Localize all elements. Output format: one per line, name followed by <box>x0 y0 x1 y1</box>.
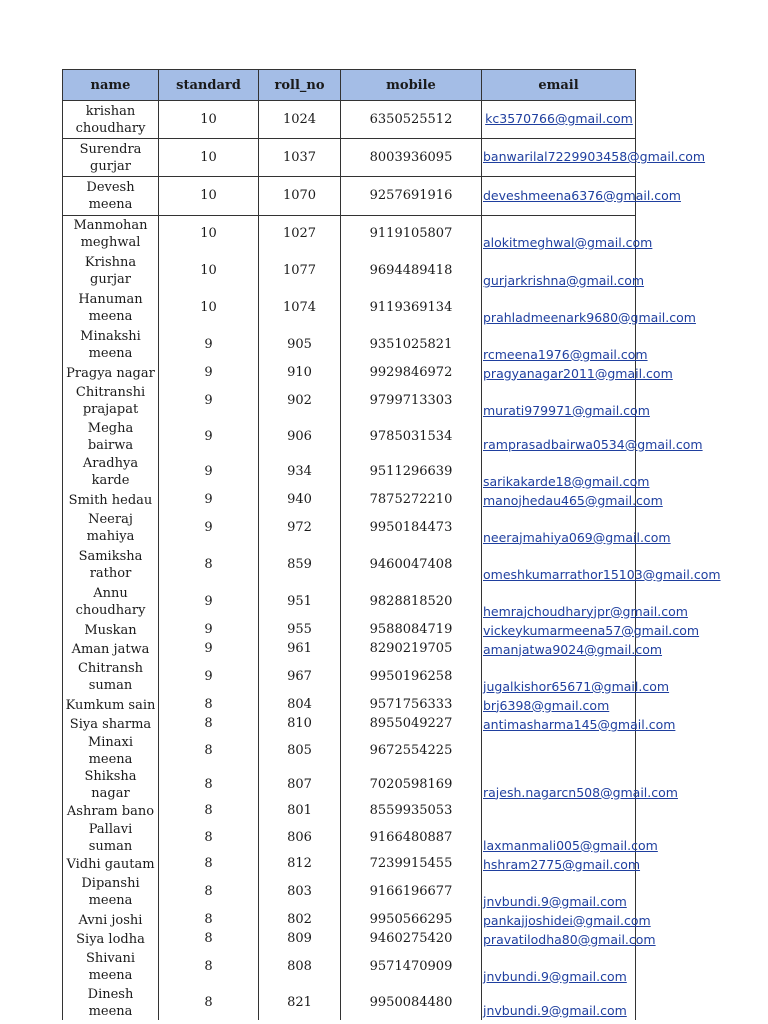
email-link[interactable]: jnvbundi.9@gmail.com <box>483 1002 627 1018</box>
cell-roll-no: 1077 <box>259 252 341 290</box>
cell-mobile: 9799713303 <box>341 383 482 420</box>
cell-name: Neeraj mahiya <box>63 510 159 547</box>
cell-mobile: 9588084719 <box>341 621 482 640</box>
table-row <box>63 802 636 821</box>
column-header-mobile: mobile <box>341 70 482 101</box>
cell-standard: 10 <box>159 139 259 177</box>
cell-mobile: 9119369134 <box>341 290 482 327</box>
cell-name: Minakshi meena <box>63 327 159 364</box>
cell-mobile: 9571756333 <box>341 696 482 715</box>
table-row <box>63 986 636 1020</box>
cell-email <box>482 547 721 584</box>
table-row <box>63 177 636 216</box>
cell-email <box>482 715 676 734</box>
cell-roll-no: 801 <box>259 802 341 821</box>
cell-email <box>482 290 696 327</box>
email-link[interactable]: banwarilal7229903458@gmail.com <box>483 149 706 164</box>
cell-standard: 9 <box>159 659 259 696</box>
table-row <box>63 510 636 547</box>
cell-standard: 8 <box>159 734 259 768</box>
table-row <box>63 547 636 584</box>
email-link[interactable]: pravatilodha80@gmail.com <box>483 931 656 947</box>
cell-roll-no: 1024 <box>259 101 341 139</box>
cell-roll-no: 1070 <box>259 177 341 216</box>
email-link[interactable]: prahladmeenark9680@gmail.com <box>483 309 696 325</box>
cell-roll-no: 902 <box>259 383 341 420</box>
cell-standard: 8 <box>159 802 259 821</box>
cell-mobile: 6350525512 <box>341 101 482 139</box>
cell-mobile: 9460047408 <box>341 547 482 584</box>
table-row <box>63 420 636 454</box>
cell-name: Shivani meena <box>63 949 159 986</box>
cell-standard: 9 <box>159 383 259 420</box>
cell-email <box>482 821 658 855</box>
cell-mobile: 8955049227 <box>341 715 482 734</box>
cell-email <box>482 802 636 821</box>
cell-name: Siya lodha <box>63 930 159 949</box>
cell-standard: 9 <box>159 491 259 510</box>
cell-email <box>482 252 645 290</box>
cell-roll-no: 807 <box>259 768 341 802</box>
email-link[interactable]: laxmanmali005@gmail.com <box>483 837 658 853</box>
cell-roll-no: 905 <box>259 327 341 364</box>
cell-standard: 8 <box>159 768 259 802</box>
email-link[interactable]: neerajmahiya069@gmail.com <box>483 529 671 545</box>
cell-roll-no: 910 <box>259 364 341 383</box>
cell-name: Dipanshi meena <box>63 874 159 911</box>
cell-standard: 8 <box>159 874 259 911</box>
cell-standard: 8 <box>159 821 259 855</box>
cell-email <box>482 855 641 874</box>
email-link[interactable]: kc3570766@gmail.com <box>485 111 633 126</box>
cell-standard: 9 <box>159 364 259 383</box>
email-link[interactable]: pragyanagar2011@gmail.com <box>483 365 673 381</box>
table-row <box>63 584 636 621</box>
email-link[interactable]: gurjarkrishna@gmail.com <box>483 272 645 288</box>
cell-standard: 10 <box>159 177 259 216</box>
cell-name: Muskan <box>63 621 159 640</box>
cell-mobile: 7020598169 <box>341 768 482 802</box>
cell-name: Devesh meena <box>63 177 159 216</box>
cell-standard: 8 <box>159 911 259 930</box>
cell-roll-no: 934 <box>259 454 341 491</box>
cell-mobile: 9460275420 <box>341 930 482 949</box>
cell-standard: 9 <box>159 327 259 364</box>
cell-roll-no: 821 <box>259 986 341 1020</box>
cell-standard: 9 <box>159 420 259 454</box>
cell-mobile: 8003936095 <box>341 139 482 177</box>
cell-mobile: 9929846972 <box>341 364 482 383</box>
email-link[interactable]: brj6398@gmail.com <box>483 697 610 713</box>
cell-roll-no: 972 <box>259 510 341 547</box>
cell-standard: 10 <box>159 290 259 327</box>
cell-roll-no: 810 <box>259 715 341 734</box>
cell-roll-no: 1027 <box>259 216 341 252</box>
table-row <box>63 911 636 930</box>
cell-mobile: 9672554225 <box>341 734 482 768</box>
cell-standard: 8 <box>159 986 259 1020</box>
cell-email <box>482 930 656 949</box>
cell-roll-no: 967 <box>259 659 341 696</box>
cell-roll-no: 808 <box>259 949 341 986</box>
table-row <box>63 949 636 986</box>
email-link[interactable]: omeshkumarrathor15103@gmail.com <box>483 566 721 582</box>
cell-name: Kumkum sain <box>63 696 159 715</box>
email-link[interactable]: rcmeena1976@gmail.com <box>483 346 648 362</box>
cell-name: Hanuman meena <box>63 290 159 327</box>
cell-email <box>482 734 636 768</box>
cell-roll-no: 951 <box>259 584 341 621</box>
cell-mobile: 9166196677 <box>341 874 482 911</box>
table-row <box>63 364 636 383</box>
cell-roll-no: 940 <box>259 491 341 510</box>
cell-mobile: 9119105807 <box>341 216 482 252</box>
email-link[interactable]: murati979971@gmail.com <box>483 402 650 418</box>
cell-standard: 10 <box>159 252 259 290</box>
email-link[interactable]: hemrajchoudharyjpr@gmail.com <box>483 603 688 619</box>
cell-email <box>482 139 706 177</box>
cell-email <box>482 768 678 802</box>
cell-email <box>482 327 648 364</box>
cell-mobile: 9257691916 <box>341 177 482 216</box>
table-row <box>63 715 636 734</box>
cell-email <box>482 491 663 510</box>
cell-standard: 8 <box>159 547 259 584</box>
cell-mobile: 9950084480 <box>341 986 482 1020</box>
cell-standard: 10 <box>159 101 259 139</box>
cell-email <box>482 621 700 640</box>
email-link[interactable]: sarikakarde18@gmail.com <box>483 473 650 489</box>
table-row <box>63 139 636 177</box>
cell-standard: 9 <box>159 510 259 547</box>
cell-email <box>482 659 670 696</box>
cell-name: Ashram bano <box>63 802 159 821</box>
table-row <box>63 640 636 659</box>
cell-roll-no: 803 <box>259 874 341 911</box>
cell-roll-no: 859 <box>259 547 341 584</box>
email-link[interactable]: jugalkishor65671@gmail.com <box>483 678 670 694</box>
column-header-standard: standard <box>159 70 259 101</box>
cell-mobile: 9694489418 <box>341 252 482 290</box>
table-row <box>63 454 636 491</box>
cell-roll-no: 805 <box>259 734 341 768</box>
cell-name: Dinesh meena <box>63 986 159 1020</box>
table-row <box>63 696 636 715</box>
cell-email <box>482 874 636 911</box>
email-link[interactable]: rajesh.nagarcn508@gmail.com <box>483 784 678 800</box>
table-row <box>63 290 636 327</box>
cell-roll-no: 1037 <box>259 139 341 177</box>
student-table-container <box>62 69 721 1020</box>
cell-email <box>482 420 703 454</box>
cell-standard: 8 <box>159 715 259 734</box>
cell-email <box>482 454 650 491</box>
cell-mobile: 9950566295 <box>341 911 482 930</box>
table-row <box>63 768 636 802</box>
cell-roll-no: 906 <box>259 420 341 454</box>
cell-name: Vidhi gautam <box>63 855 159 874</box>
cell-name: Aradhya karde <box>63 454 159 491</box>
email-link[interactable]: hshram2775@gmail.com <box>483 856 641 872</box>
cell-name: Aman jatwa <box>63 640 159 659</box>
email-link[interactable]: ramprasadbairwa0534@gmail.com <box>483 436 703 452</box>
cell-name: Manmohan meghwal <box>63 216 159 252</box>
cell-name: Minaxi meena <box>63 734 159 768</box>
cell-name: Chitranshi prajapat <box>63 383 159 420</box>
cell-roll-no: 812 <box>259 855 341 874</box>
cell-standard: 8 <box>159 855 259 874</box>
cell-email <box>482 510 671 547</box>
cell-mobile: 9166480887 <box>341 821 482 855</box>
cell-email <box>482 696 636 715</box>
email-link[interactable]: jnvbundi.9@gmail.com <box>483 893 627 909</box>
cell-email <box>482 986 636 1020</box>
cell-email <box>482 911 651 930</box>
table-row <box>63 101 636 139</box>
cell-mobile: 9950196258 <box>341 659 482 696</box>
cell-roll-no: 804 <box>259 696 341 715</box>
cell-name: Siya sharma <box>63 715 159 734</box>
cell-standard: 8 <box>159 949 259 986</box>
cell-email <box>482 383 650 420</box>
email-link[interactable]: vickeykumarmeena57@gmail.com <box>483 622 700 638</box>
cell-email <box>482 584 688 621</box>
table-row <box>63 874 636 911</box>
cell-roll-no: 1074 <box>259 290 341 327</box>
cell-name: Megha bairwa <box>63 420 159 454</box>
cell-name: Samiksha rathor <box>63 547 159 584</box>
cell-standard: 9 <box>159 584 259 621</box>
cell-email <box>482 949 636 986</box>
email-link[interactable]: pankajjoshidei@gmail.com <box>483 912 651 928</box>
student-table <box>62 69 721 1020</box>
column-header-roll-no: roll_no <box>259 70 341 101</box>
email-link[interactable]: alokitmeghwal@gmail.com <box>483 234 653 250</box>
cell-standard: 9 <box>159 640 259 659</box>
cell-standard: 8 <box>159 696 259 715</box>
cell-mobile: 9785031534 <box>341 420 482 454</box>
cell-name: Krishna gurjar <box>63 252 159 290</box>
table-row <box>63 491 636 510</box>
cell-name: Pallavi suman <box>63 821 159 855</box>
table-row <box>63 734 636 768</box>
table-row <box>63 252 636 290</box>
cell-email <box>482 101 636 139</box>
cell-mobile: 7875272210 <box>341 491 482 510</box>
cell-mobile: 9828818520 <box>341 584 482 621</box>
cell-email <box>482 216 653 252</box>
cell-mobile: 8559935053 <box>341 802 482 821</box>
column-header-email: email <box>482 70 636 101</box>
cell-mobile: 9511296639 <box>341 454 482 491</box>
cell-name: Chitransh suman <box>63 659 159 696</box>
cell-mobile: 9950184473 <box>341 510 482 547</box>
email-link[interactable]: antimasharma145@gmail.com <box>483 716 676 732</box>
table-row <box>63 327 636 364</box>
table-row <box>63 383 636 420</box>
cell-standard: 10 <box>159 216 259 252</box>
cell-name: Avni joshi <box>63 911 159 930</box>
cell-name: Shiksha nagar <box>63 768 159 802</box>
cell-email <box>482 364 673 383</box>
cell-roll-no: 802 <box>259 911 341 930</box>
table-row <box>63 821 636 855</box>
cell-name: krishan choudhary <box>63 101 159 139</box>
cell-standard: 8 <box>159 930 259 949</box>
cell-roll-no: 961 <box>259 640 341 659</box>
cell-roll-no: 955 <box>259 621 341 640</box>
cell-mobile: 9351025821 <box>341 327 482 364</box>
cell-mobile: 9571470909 <box>341 949 482 986</box>
column-header-name: name <box>63 70 159 101</box>
table-row <box>63 855 636 874</box>
cell-roll-no: 809 <box>259 930 341 949</box>
cell-name: Smith hedau <box>63 491 159 510</box>
table-row <box>63 216 636 252</box>
email-link[interactable]: manojhedau465@gmail.com <box>483 492 663 508</box>
cell-standard: 9 <box>159 621 259 640</box>
cell-standard: 9 <box>159 454 259 491</box>
cell-email <box>482 177 681 216</box>
header-row <box>63 70 636 101</box>
cell-name: Annu choudhary <box>63 584 159 621</box>
cell-email <box>482 640 663 659</box>
cell-mobile: 7239915455 <box>341 855 482 874</box>
cell-mobile: 8290219705 <box>341 640 482 659</box>
table-row <box>63 930 636 949</box>
cell-name: Pragya nagar <box>63 364 159 383</box>
email-link[interactable]: deveshmeena6376@gmail.com <box>483 187 681 203</box>
table-row <box>63 659 636 696</box>
email-link[interactable]: jnvbundi.9@gmail.com <box>483 968 627 984</box>
cell-roll-no: 806 <box>259 821 341 855</box>
email-link[interactable]: amanjatwa9024@gmail.com <box>483 641 663 657</box>
cell-name: Surendra gurjar <box>63 139 159 177</box>
table-row <box>63 621 636 640</box>
